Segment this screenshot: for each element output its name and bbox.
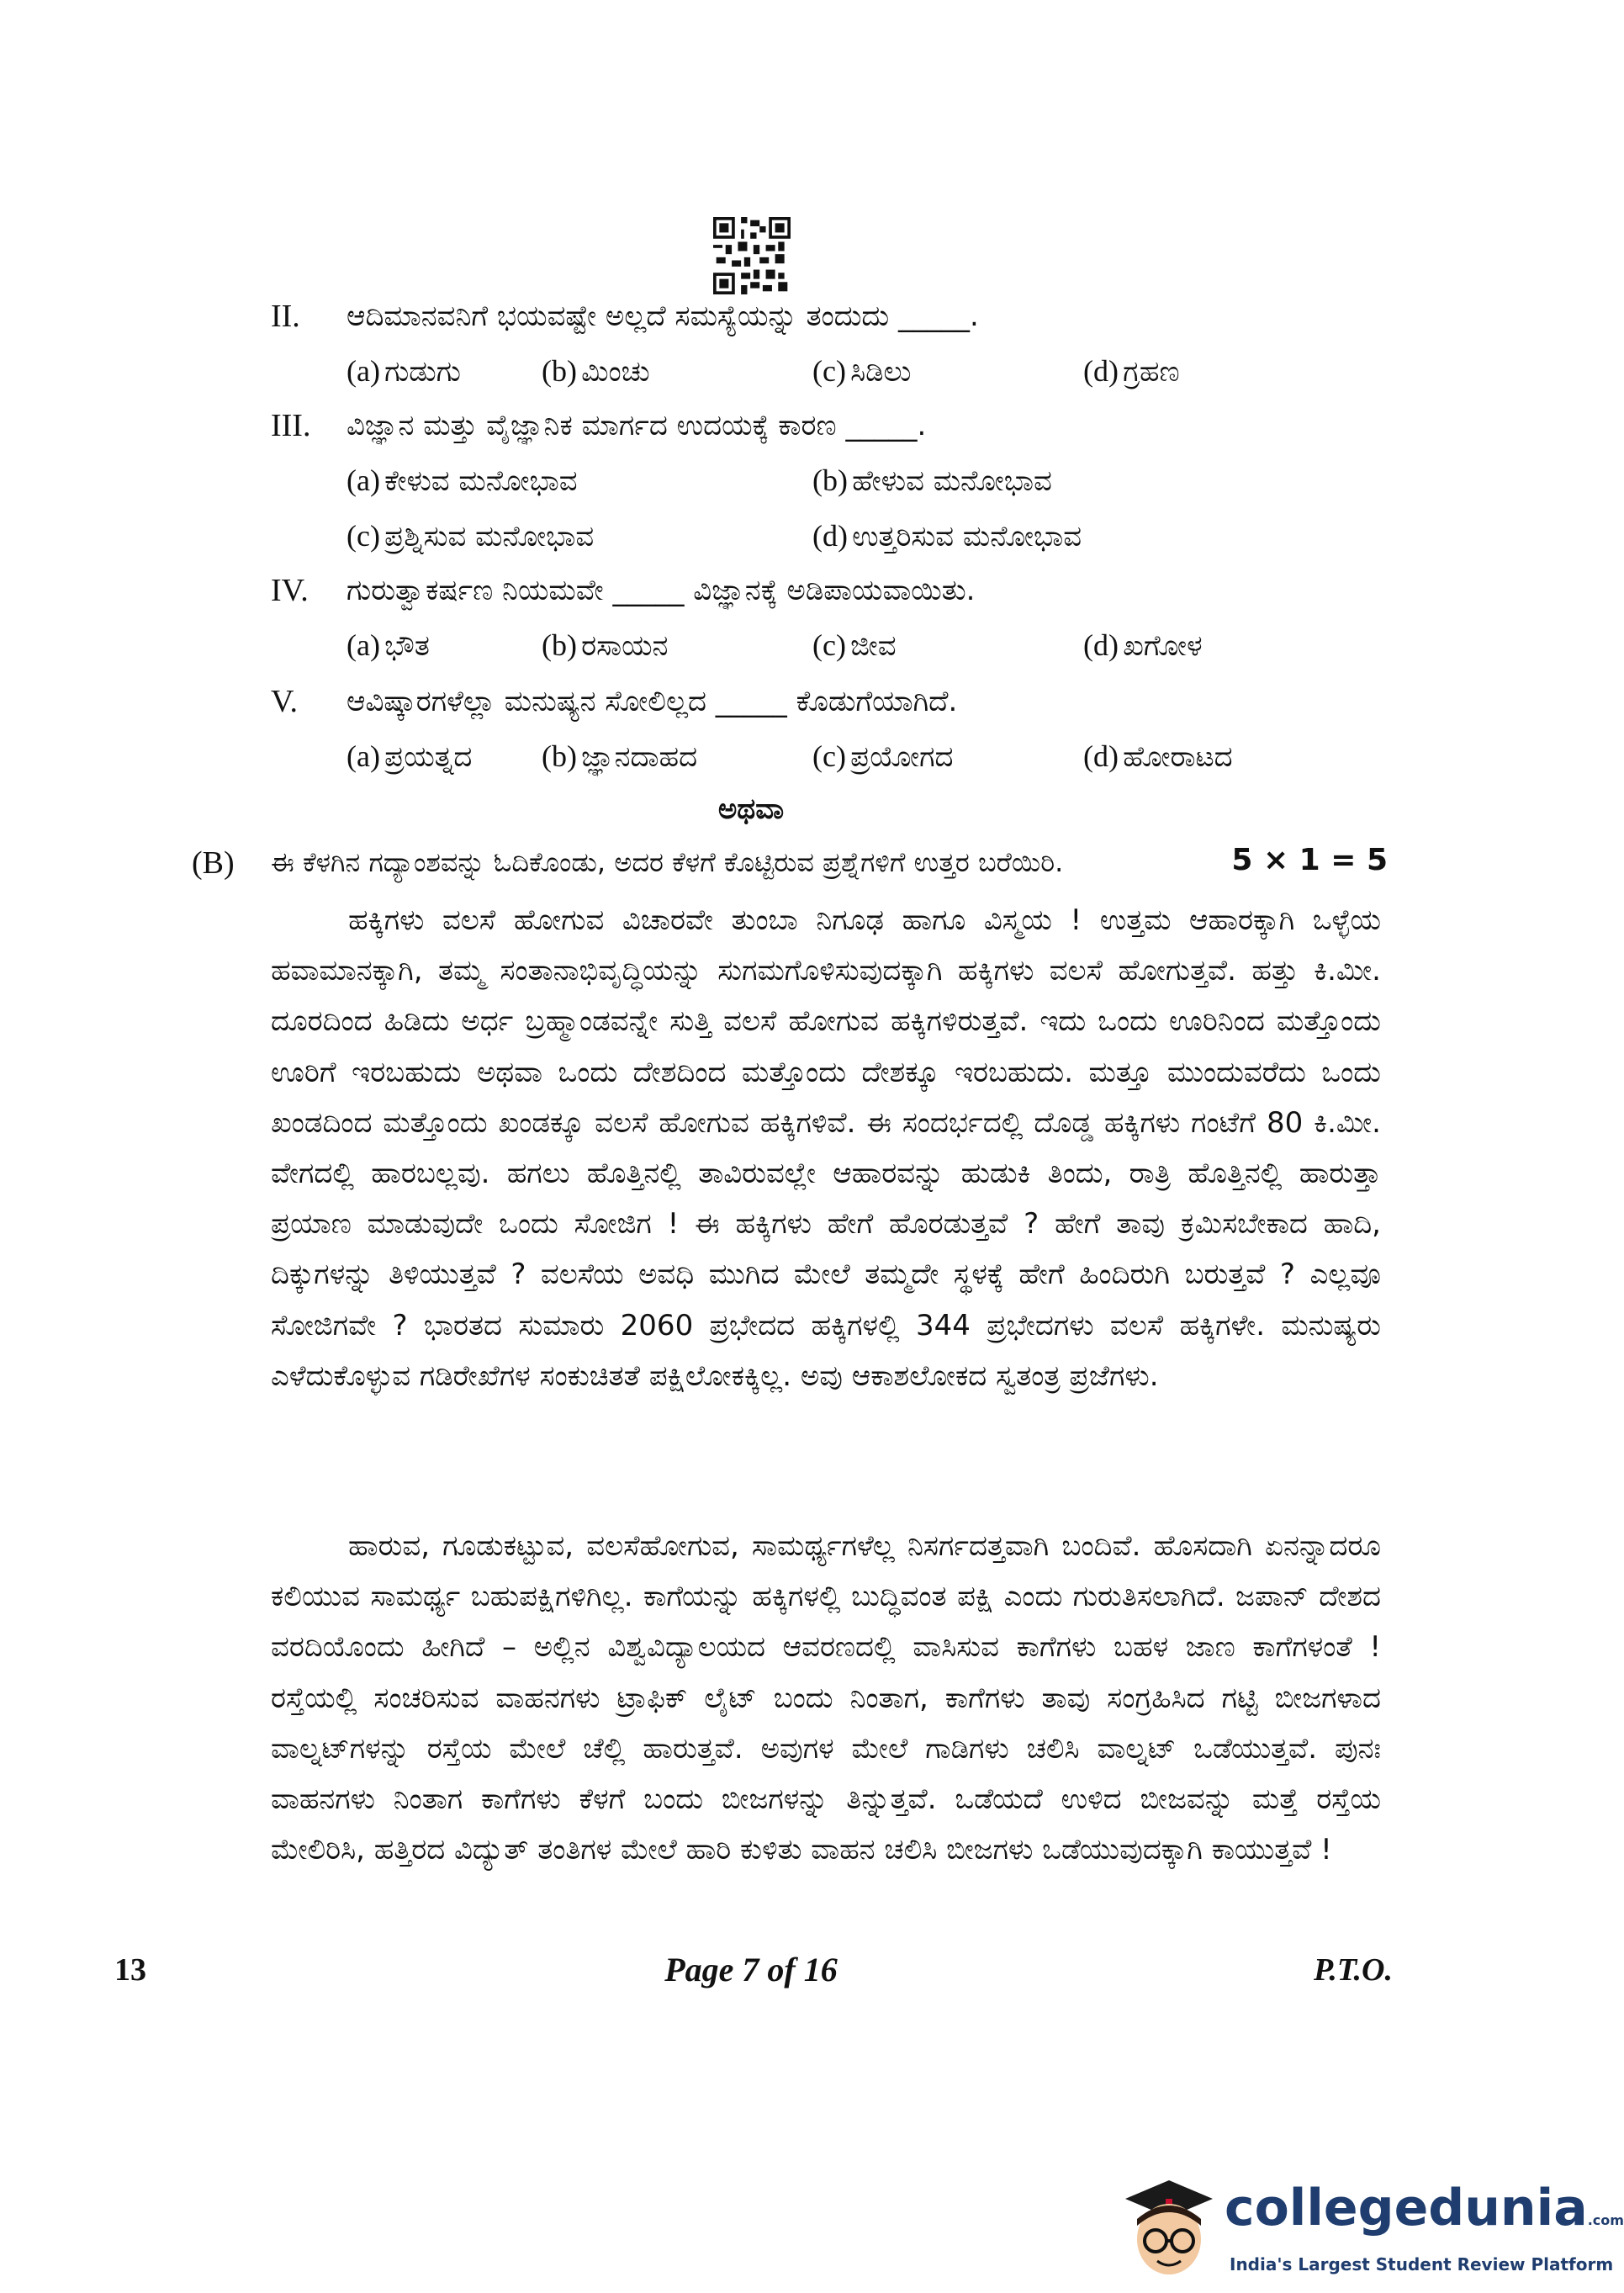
option-d: (d) ಖಗೋಳ <box>1083 628 1203 663</box>
option-a: (a) ಗುಡುಗು <box>346 354 461 389</box>
passage-paragraph: ಹಕ್ಕಿಗಳು ವಲಸೆ ಹೋಗುವ ವಿಚಾರವೇ ತುಂಬಾ ನಿಗೂಢ ಹಾಗೂ ವಿಸ್ಮಯ ! ಉತ್ತಮ ಆಹಾರಕ್ಕಾಗಿ ಒಳ್ಳೆಯ ಹವಾಮಾನಕ್ಕಾಗಿ, ತಮ್ಮ ಸಂತಾನಾಭಿವೃದ್ಧಿಯನ್ನು ಸುಗಮಗೊಳಿಸುವುದಕ್ಕಾಗಿ ಹಕ್ಕಿಗಳು ವಲಸೆ ಹೋಗುತ್ತವೆ. ಹತ್ತು ಕಿ.ಮೀ. ದೂರದಿಂದ ಹಿಡಿದು ಅರ್ಧ ಬ್ರಹ್ಮಾಂಡವನ್ನೇ ಸುತ್ತಿ ವಲಸೆ ಹೋಗುವ ಹಕ್ಕಿಗಳಿರುತ್ತವೆ. ಇದು ಒಂದು ಊರಿನಿಂದ ಮತ್ತೊಂದು ಊರಿಗೆ ಇರಬಹುದು ಅಥವಾ ಒಂದು ದೇಶದಿಂದ ಮತ್ತೊಂದು ದೇಶಕ್ಕೂ ಇರಬಹುದು. ಮತ್ತೂ ಮುಂದುವರೆದು ಒಂದು ಖಂಡದಿಂದ ಮತ್ತೊಂದು ಖಂಡಕ್ಕೂ ವಲಸೆ ಹೋಗುವ ಹಕ್ಕಿಗಳಿವೆ. ಈ ಸಂದರ್ಭದಲ್ಲಿ ದೊಡ್ಡ ಹಕ್ಕಿಗಳು ಗಂಟೆಗೆ 80 ಕಿ.ಮೀ. ವೇಗದಲ್ಲಿ ಹಾರಬಲ್ಲವು. ಹಗಲು ಹೊತ್ತಿನಲ್ಲಿ ತಾವಿರುವಲ್ಲೇ ಆಹಾರವನ್ನು ಹುಡುಕಿ ತಿಂದು, ರಾತ್ರಿ ಹೊತ್ತಿನಲ್ಲಿ ಹಾರುತ್ತಾ ಪ್ರಯಾಣ ಮಾಡುವುದೇ ಒಂದು ಸೋಜಿಗ ! ಈ ಹಕ್ಕಿಗಳು ಹೇಗೆ ಹೊರಡುತ್ತವೆ ? ಹೇಗೆ ತಾವು ಕ್ರಮಿಸಬೇಕಾದ ಹಾದಿ, ದಿಕ್ಕುಗಳನ್ನು ತಿಳಿಯುತ್ತವೆ ? ವಲಸೆಯ ಅವಧಿ ಮುಗಿದ ಮೇಲೆ ತಮ್ಮದೇ ಸ್ಥಳಕ್ಕೆ ಹೇಗೆ ಹಿಂದಿರುಗಿ ಬರುತ್ತವೆ ? ಎಲ್ಲವೂ ಸೋಜಿಗವೇ ? ಭಾರತದ ಸುಮಾರು 2060 ಪ್ರಭೇದದ ಹಕ್ಕಿಗಳಲ್ಲಿ 344 ಪ್ರಭೇದಗಳು ವಲಸೆ ಹಕ್ಕಿಗಳೇ. ಮನುಷ್ಯರು ಎಳೆದುಕೊಳ್ಳುವ ಗಡಿರೇಖೆಗಳ ಸಂಕುಚಿತತೆ ಪಕ್ಷಿಲೋಕಕ್ಕಿಲ್ಲ. ಅವು ಆಕಾಶಲೋಕದ ಸ್ವತಂತ್ರ ಪ್ರಜೆಗಳು. <box>271 903 1381 1393</box>
collegedunia-logo <box>1225 2179 1624 2237</box>
option-c: (c) ಪ್ರಯೋಗದ <box>812 739 954 774</box>
question-number: III. <box>271 408 311 443</box>
section-label: (B) <box>192 845 235 881</box>
option-a: (a) ಭೌತ <box>346 628 430 663</box>
pto-label: P.T.O. <box>1314 1952 1393 1988</box>
option-c: (c) ಸಿಡಿಲು <box>812 354 912 389</box>
passage-paragraph: ಹಾರುವ, ಗೂಡುಕಟ್ಟುವ, ವಲಸೆಹೋಗುವ, ಸಾಮರ್ಥ್ಯಗಳೆಲ್ಲ ನಿಸರ್ಗದತ್ತವಾಗಿ ಬಂದಿವೆ. ಹೊಸದಾಗಿ ಏನನ್ನಾದರೂ ಕಲಿಯುವ ಸಾಮರ್ಥ್ಯ ಬಹುಪಕ್ಷಿಗಳಿಗಿಲ್ಲ. ಕಾಗೆಯನ್ನು ಹಕ್ಕಿಗಳಲ್ಲಿ ಬುದ್ಧಿವಂತ ಪಕ್ಷಿ ಎಂದು ಗುರುತಿಸಲಾಗಿದೆ. ಜಪಾನ್ ದೇಶದ ವರದಿಯೊಂದು ಹೀಗಿದೆ – ಅಲ್ಲಿನ ವಿಶ್ವವಿದ್ಯಾಲಯದ ಆವರಣದಲ್ಲಿ ವಾಸಿಸುವ ಕಾಗೆಗಳು ಬಹಳ ಜಾಣ ಕಾಗೆಗಳಂತೆ ! ರಸ್ತೆಯಲ್ಲಿ ಸಂಚರಿಸುವ ವಾಹನಗಳು ಟ್ರಾಫಿಕ್ ಲೈಟ್ ಬಂದು ನಿಂತಾಗ, ಕಾಗೆಗಳು ತಾವು ಸಂಗ್ರಹಿಸಿದ ಗಟ್ಟಿ ಬೀಜಗಳಾದ ವಾಲ್ನಟ್‌ಗಳನ್ನು ರಸ್ತೆಯ ಮೇಲೆ ಚೆಲ್ಲಿ ಹಾರುತ್ತವೆ. ಅವುಗಳ ಮೇಲೆ ಗಾಡಿಗಳು ಚಲಿಸಿ ವಾಲ್ನಟ್ ಒಡೆಯುತ್ತವೆ. ಪುನಃ ವಾಹನಗಳು ನಿಂತಾಗ ಕಾಗೆಗಳು ಕೆಳಗೆ ಬಂದು ಬೀಜಗಳನ್ನು ತಿನ್ನುತ್ತವೆ. ಒಡೆಯದೆ ಉಳಿದ ಬೀಜವನ್ನು ಮತ್ತೆ ರಸ್ತೆಯ ಮೇಲಿರಿಸಿ, ಹತ್ತಿರದ ವಿದ್ಯುತ್ ತಂತಿಗಳ ಮೇಲೆ ಹಾರಿ ಕುಳಿತು ವಾಹನ ಚಲಿಸಿ ಬೀಜಗಳು ಒಡೆಯುವುದಕ್ಕಾಗಿ ಕಾಯುತ್ತವೆ ! <box>271 1529 1381 1867</box>
question-number: V. <box>271 684 299 719</box>
option-b: (b) ಜ್ಞಾನದಾಹದ <box>542 739 698 774</box>
logo-name: collegedunia <box>1225 2179 1588 2237</box>
option-b: (b) ಹೇಳುವ ಮನೋಭಾವ <box>812 463 1052 498</box>
option-a: (a) ಕೇಳುವ ಮನೋಭಾವ <box>346 463 578 498</box>
paper-code: 13 <box>114 1952 146 1988</box>
logo-tagline: India's Largest Student Review Platform <box>1230 2254 1614 2274</box>
question-number: II. <box>271 299 300 334</box>
question-text: ವಿಜ್ಞಾನ ಮತ್ತು ವೈಜ್ಞಾನಿಕ ಮಾರ್ಗದ ಉದಯಕ್ಕೆ ಕಾರಣ _____. <box>346 409 927 442</box>
logo-suffix: .com <box>1587 2212 1624 2228</box>
question-text: ಆವಿಷ್ಕಾರಗಳೆಲ್ಲಾ ಮನುಷ್ಯನ ಸೋಲಿಲ್ಲದ _____ ಕೊಡುಗೆಯಾಗಿದೆ. <box>346 685 958 718</box>
page-number: Page 7 of 16 <box>664 1951 838 1989</box>
mascot-icon <box>1117 2174 1221 2283</box>
option-d: (d) ಹೋರಾಟದ <box>1083 739 1233 774</box>
section-instruction: ಈ ಕೆಳಗಿನ ಗದ್ಯಾಂಶವನ್ನು ಓದಿಕೊಂಡು, ಅದರ ಕೆಳಗೆ ಕೊಟ್ಟಿರುವ ಪ್ರಶ್ನೆಗಳಿಗೆ ಉತ್ತರ ಬರೆಯಿರಿ. <box>271 846 1064 878</box>
option-b: (b) ರಸಾಯನ <box>542 628 669 663</box>
option-a: (a) ಪ್ರಯತ್ನದ <box>346 739 473 774</box>
question-text: ಆದಿಮಾನವನಿಗೆ ಭಯವಷ್ಟೇ ಅಲ್ಲದೆ ಸಮಸ್ಯೆಯನ್ನು ತಂದುದು _____. <box>346 299 979 333</box>
qr-code <box>713 217 791 294</box>
question-text: ಗುರುತ್ವಾಕರ್ಷಣ ನಿಯಮವೇ _____ ವಿಜ್ಞಾನಕ್ಕೆ ಅಡಿಪಾಯವಾಯಿತು. <box>346 574 976 607</box>
option-c: (c) ಜೀವ <box>812 628 897 663</box>
option-b: (b) ಮಿಂಚು <box>542 354 650 389</box>
question-number: IV. <box>271 573 309 608</box>
marks: 5 × 1 = 5 <box>1231 843 1388 877</box>
or-divider: ಅಥವಾ <box>717 792 785 826</box>
option-d: (d) ಉತ್ತರಿಸುವ ಮನೋಭಾವ <box>812 519 1082 553</box>
option-d: (d) ಗ್ರಹಣ <box>1083 354 1180 389</box>
option-c: (c) ಪ್ರಶ್ನಿಸುವ ಮನೋಭಾವ <box>346 519 595 553</box>
